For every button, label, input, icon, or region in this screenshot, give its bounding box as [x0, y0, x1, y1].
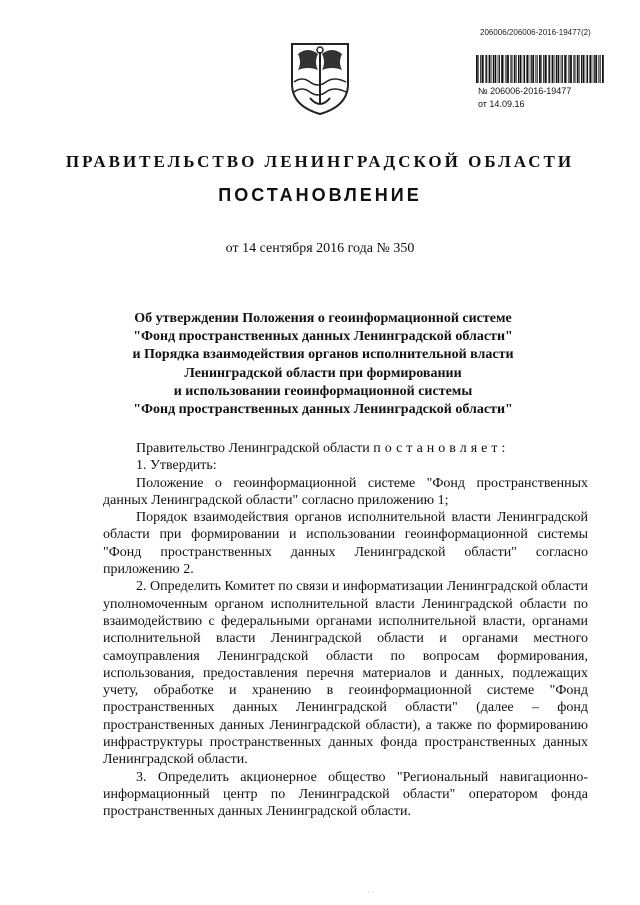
- document-subject: [110, 310, 536, 419]
- registration-number: № 206006-2016-19477: [478, 86, 572, 96]
- item-2: 2. Определить Комитет по связи и информатизации Ленинградской области уполномоченным органом исполнительной власти Ленинградской области по взаимодействию с федеральными органами исполнительной власти, органами исполнительной власти Ленинградской области и органами местного самоуправления Ленинградской области по вопросам формирования, использования, предоставления перечня материалов и данных, подлежащих учету, обработке и хранению в геоинформационной системе "Фонд пространственных данных Ленинградской области" (далее – фонд пространственных данных Ленинградской области), а также по формированию инфраструктуры пространственных данных фонда пространственных данных Ленинградской области.: [103, 579, 588, 768]
- subject-line: "Фонд пространственных данных Ленинградской области": [133, 402, 513, 418]
- barcode-icon: [476, 55, 604, 83]
- authority-title: ПРАВИТЕЛЬСТВО ЛЕНИНГРАДСКОЙ ОБЛАСТИ: [65, 152, 575, 171]
- intro-verb: постановляет:: [373, 441, 510, 456]
- item-1-a: Положение о геоинформационной системе "Фонд пространственных данных Ленинградской области" согласно приложению 1;: [103, 475, 588, 508]
- subject-line: и Порядка взаимодействия органов исполнительной власти: [132, 347, 514, 363]
- coat-of-arms-icon: [288, 40, 352, 116]
- item-3: 3. Определить акционерное общество "Региональный навигационно-информационный центр по Ленинградской области" оператором фонда пространственных данных Ленинградской области.: [103, 769, 588, 820]
- subject-line: Об утверждении Положения о геоинформационной системе: [134, 311, 512, 326]
- document-body: [103, 440, 588, 821]
- intro-paragraph: [103, 440, 588, 457]
- scan-mark: · ·: [367, 888, 375, 897]
- item-1-b: Порядок взаимодействия органов исполнительной власти Ленинградской области при формировании и использовании геоинформационной системы "Фонд пространственных данных Ленинградской области" согласно приложению 2.: [103, 510, 588, 578]
- document-type: ПОСТАНОВЛЕНИЕ: [218, 185, 422, 205]
- subject-line: "Фонд пространственных данных Ленинградской области": [133, 329, 513, 345]
- document-date-number: от 14 сентября 2016 года № 350: [225, 241, 415, 256]
- intro-lead: Правительство Ленинградской области: [136, 441, 370, 456]
- subject-line: Ленинградской области при формировании: [184, 365, 462, 381]
- item-1: 1. Утвердить:: [136, 458, 217, 474]
- subject-line: и использовании геоинформационной системы: [173, 383, 473, 399]
- registration-top: 206006/206006-2016-19477(2): [480, 28, 591, 37]
- registration-date: от 14.09.16: [478, 99, 525, 109]
